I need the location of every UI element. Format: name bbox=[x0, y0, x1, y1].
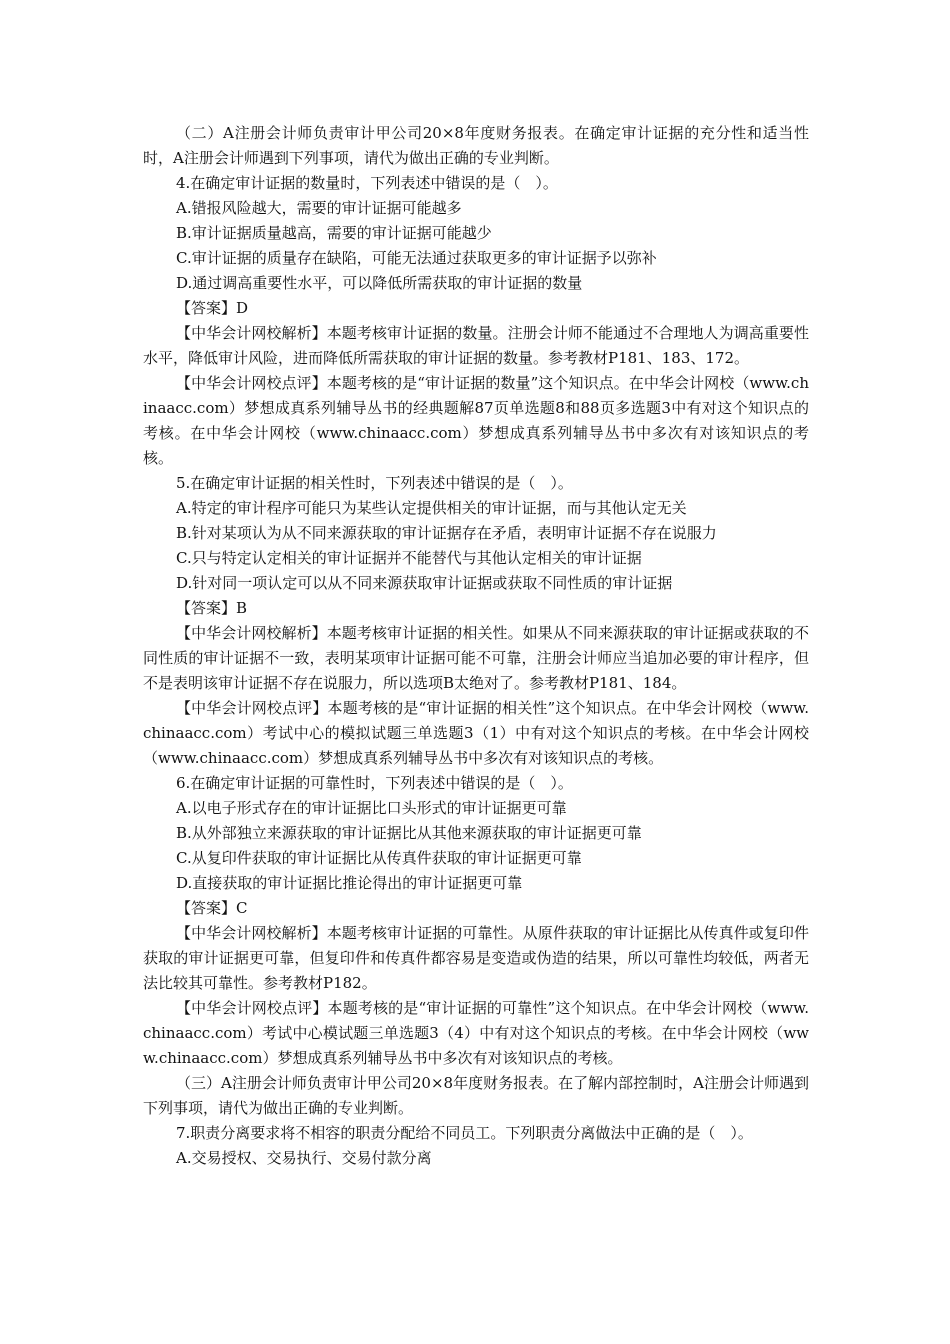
question-4-option-d: D.通过调高重要性水平，可以降低所需获取的审计证据的数量 bbox=[176, 274, 583, 292]
question-6-option-c: C.从复印件获取的审计证据比从传真件获取的审计证据更可靠 bbox=[176, 849, 582, 867]
document-page bbox=[143, 121, 809, 1171]
question-4-option-a: A.错报风险越大，需要的审计证据可能越多 bbox=[176, 199, 462, 217]
question-6: 6.在确定审计证据的可靠性时，下列表述中错误的是（ ）。 bbox=[176, 774, 573, 792]
question-5-option-d: D.针对同一项认定可以从不同来源获取审计证据或获取不同性质的审计证据 bbox=[176, 574, 673, 592]
question-5-comment: 【中华会计网校点评】本题考核的是“审计证据的相关性”这个知识点。在中华会计网校（www.chinaacc.com）考试中心的模拟试题三单选题3（1）中有对这个知识点的考核。在中华会计网校（www.chinaacc.com）梦想成真系列辅导丛书中多次有对该知识点的考核。 bbox=[143, 699, 809, 767]
question-6-comment: 【中华会计网校点评】本题考核的是“审计证据的可靠性”这个知识点。在中华会计网校（www.chinaacc.com）考试中心模试题三单选题3（4）中有对这个知识点的考核。在中华会计网校（www.chinaacc.com）梦想成真系列辅导丛书中多次有对该知识点的考核。 bbox=[143, 999, 809, 1067]
question-4-comment: 【中华会计网校点评】本题考核的是“审计证据的数量”这个知识点。在中华会计网校（www.chinaacc.com）梦想成真系列辅导丛书的经典题解87页单选题8和88页多选题3中有对这个知识点的考核。在中华会计网校（www.chinaacc.com）梦想成真系列辅导丛书中多次有对该知识点的考核。 bbox=[143, 374, 809, 467]
question-5-option-a: A.特定的审计程序可能只为某些认定提供相关的审计证据，而与其他认定无关 bbox=[176, 499, 687, 517]
question-5: 5.在确定审计证据的相关性时，下列表述中错误的是（ ）。 bbox=[176, 474, 573, 492]
question-6-option-b: B.从外部独立来源获取的审计证据比从其他来源获取的审计证据更可靠 bbox=[176, 824, 642, 842]
section-intro-3: （三）A注册会计师负责审计甲公司20×8年度财务报表。在了解内部控制时，A注册会计师遇到下列事项，请代为做出正确的专业判断。 bbox=[143, 1074, 809, 1117]
question-6-option-d: D.直接获取的审计证据比推论得出的审计证据更可靠 bbox=[176, 874, 523, 892]
question-4-option-c: C.审计证据的质量存在缺陷，可能无法通过获取更多的审计证据予以弥补 bbox=[176, 249, 657, 267]
question-4-option-b: B.审计证据质量越高，需要的审计证据可能越少 bbox=[176, 224, 492, 242]
question-6-analysis: 【中华会计网校解析】本题考核审计证据的可靠性。从原件获取的审计证据比从传真件或复印件获取的审计证据更可靠，但复印件和传真件都容易是变造或伪造的结果，所以可靠性均较低，两者无法比较其可靠性。参考教材P182。 bbox=[143, 924, 809, 992]
question-5-option-c: C.只与特定认定相关的审计证据并不能替代与其他认定相关的审计证据 bbox=[176, 549, 642, 567]
question-4: 4.在确定审计证据的数量时，下列表述中错误的是（ ）。 bbox=[176, 174, 558, 192]
question-4-answer: 【答案】D bbox=[176, 299, 249, 317]
question-7-option-a: A.交易授权、交易执行、交易付款分离 bbox=[176, 1149, 432, 1167]
question-5-option-b: B.针对某项认为从不同来源获取的审计证据存在矛盾，表明审计证据不存在说服力 bbox=[176, 524, 717, 542]
question-6-option-a: A.以电子形式存在的审计证据比口头形式的审计证据更可靠 bbox=[176, 799, 567, 817]
question-4-analysis: 【中华会计网校解析】本题考核审计证据的数量。注册会计师不能通过不合理地人为调高重要性水平，降低审计风险，进而降低所需获取的审计证据的数量。参考教材P181、183、172。 bbox=[143, 324, 809, 367]
question-6-answer: 【答案】C bbox=[176, 899, 248, 917]
question-7: 7.职责分离要求将不相容的职责分配给不同员工。下列职责分离做法中正确的是（ ）。 bbox=[176, 1124, 753, 1142]
section-intro-2: （二）A注册会计师负责审计甲公司20×8年度财务报表。在确定审计证据的充分性和适当性时，A注册会计师遇到下列事项，请代为做出正确的专业判断。 bbox=[143, 124, 809, 167]
question-5-answer: 【答案】B bbox=[176, 599, 248, 617]
question-5-analysis: 【中华会计网校解析】本题考核审计证据的相关性。如果从不同来源获取的审计证据或获取的不同性质的审计证据不一致，表明某项审计证据可能不可靠，注册会计师应当追加必要的审计程序，但不是表明该审计证据不存在说服力，所以选项B太绝对了。参考教材P181、184。 bbox=[143, 624, 809, 692]
